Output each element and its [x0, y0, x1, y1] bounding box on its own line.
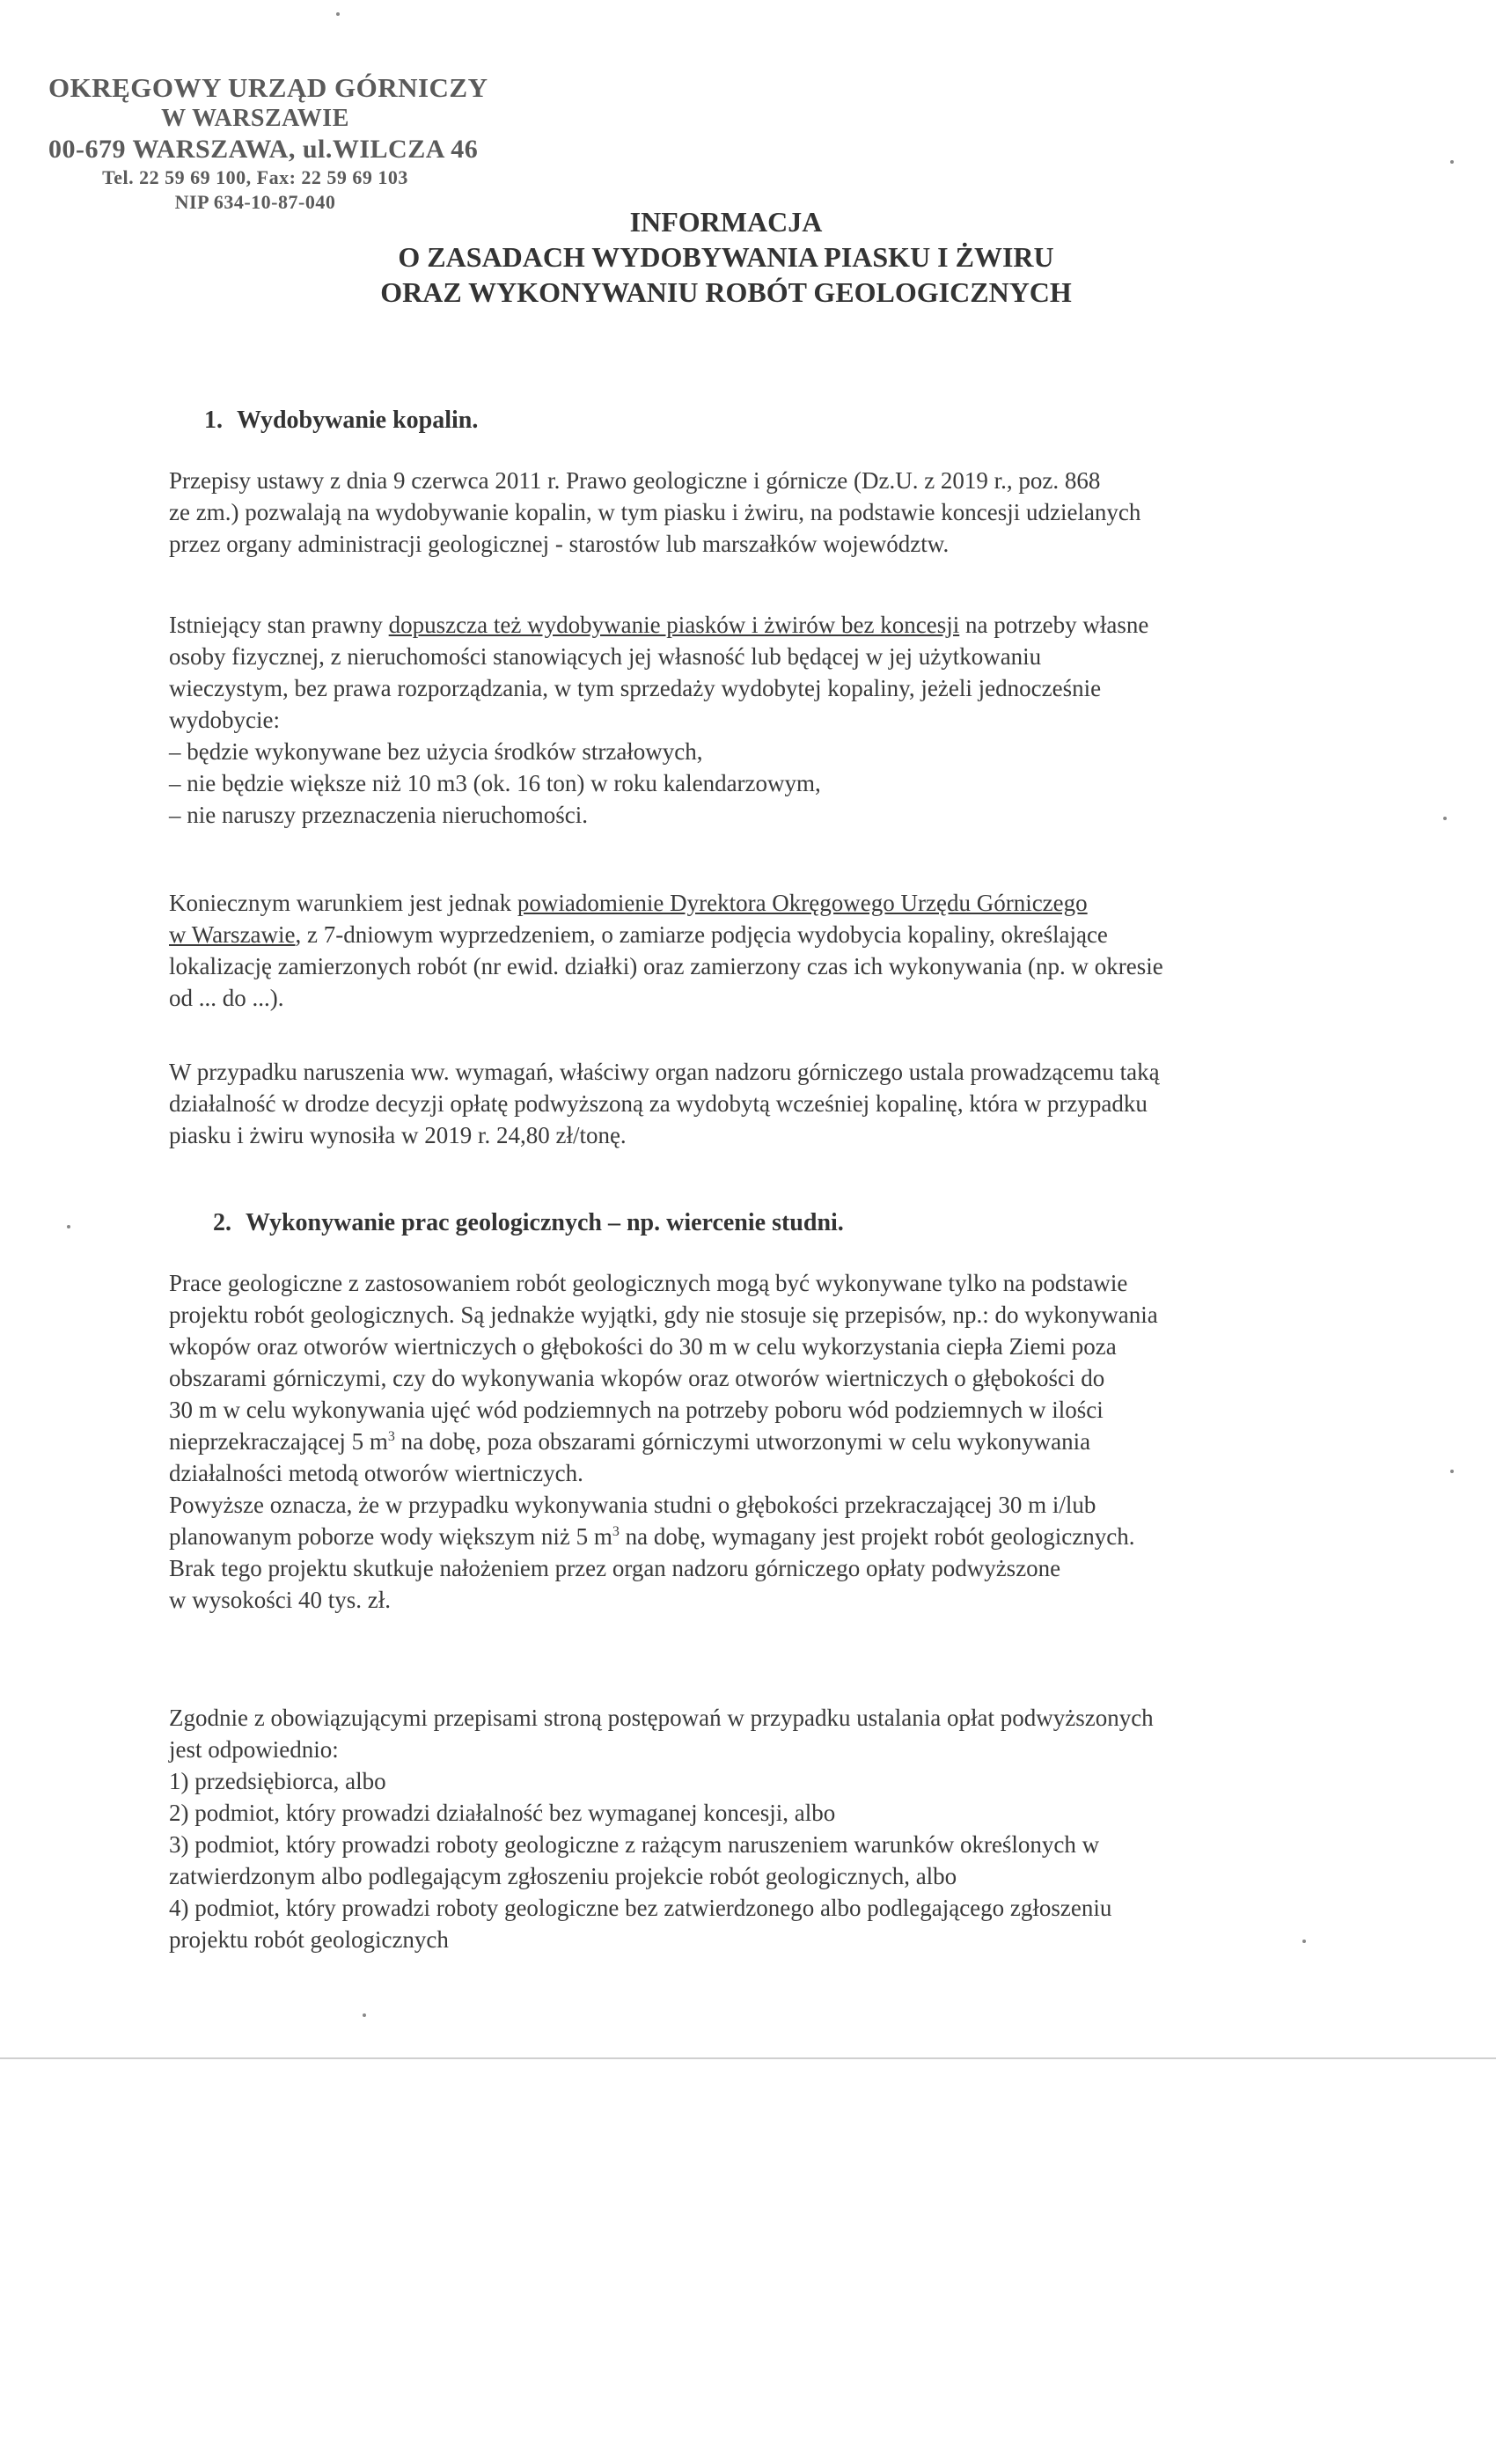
section1-paragraph3 [169, 887, 1287, 1014]
text-line [169, 919, 1287, 950]
text-line: działalności metodą otworów wiertniczych. [169, 1460, 583, 1486]
text-segment: , z 7-dniowym wyprzedzeniem, o zamiarze podjęcia wydobycia kopaliny, określające [295, 921, 1108, 948]
office-name-line2: W WARSZAWIE [161, 105, 349, 132]
text-line: wieczystym, bez prawa rozporządzania, w tym sprzedaży wydobytej kopaliny, jeżeli jednocześnie [169, 675, 1102, 701]
text-line: zatwierdzonym albo podlegającym zgłoszeniu projekcie robót geologicznych, albo [169, 1863, 957, 1889]
list-item: – nie będzie większe niż 10 m3 (ok. 16 ton) w roku kalendarzowym, [169, 770, 821, 796]
office-phone-fax: Tel. 22 59 69 100, Fax: 22 59 69 103 [102, 166, 408, 188]
list-item: – nie naruszy przeznaczenia nieruchomości. [169, 802, 589, 828]
text-line: wkopów oraz otworów wiertniczych o głębokości do 30 m w celu wykorzystania ciepła Ziemi poza [169, 1333, 1117, 1360]
text-line: piasku i żwiru wynosiła w 2019 r. 24,80 zł/tonę. [169, 1122, 627, 1148]
text-line: osoby fizycznej, z nieruchomości stanowiących jej własność lub będącej w jej użytkowaniu [169, 643, 1042, 670]
document-title [264, 204, 1188, 310]
list-item: 2) podmiot, który prowadzi działalność bez wymaganej koncesji, albo [169, 1800, 836, 1826]
text-segment: na dobę, wymagany jest projekt robót geologicznych. [619, 1523, 1135, 1550]
scan-speck [363, 2013, 366, 2017]
section1-heading [204, 407, 478, 435]
list-item: – będzie wykonywane bez użycia środków strzałowych, [169, 738, 703, 765]
office-name-line1: OKRĘGOWY URZĄD GÓRNICZY [48, 72, 488, 103]
text-line: przez organy administracji geologicznej - starostów lub marszałków województw. [169, 531, 950, 557]
text-line: lokalizację zamierzonych robót (nr ewid. działki) oraz zamierzony czas ich wykonywania (np. w okresie [169, 953, 1163, 979]
text-line: Brak tego projektu skutkuje nałożeniem przez organ nadzoru górniczego opłaty podwyższone [169, 1555, 1061, 1581]
section1-paragraph2 [169, 609, 1287, 831]
office-nip: NIP 634-10-87-040 [174, 191, 336, 213]
scan-speck [67, 1225, 70, 1228]
text-line: obszarami górniczymi, czy do wykonywania wkopów oraz otworów wiertniczych o głębokości do [169, 1365, 1105, 1391]
text-segment: Istniejący stan prawny [169, 612, 389, 638]
title-line3: ORAZ WYKONYWANIU ROBÓT GEOLOGICZNYCH [380, 276, 1072, 308]
office-stamp [48, 72, 488, 215]
text-line: Powyższe oznacza, że w przypadku wykonywania studni o głębokości przekraczającej 30 m i/lub [169, 1492, 1096, 1518]
text-line [169, 1426, 1287, 1457]
section2-paragraph3 [169, 1702, 1287, 1953]
text-segment: na potrzeby własne [959, 612, 1149, 638]
text-line [169, 1521, 1287, 1552]
text-line: wydobycie: [169, 707, 280, 733]
text-line: projektu robót geologicznych. Są jednakże wyjątki, gdy nie stosuje się przepisów, np.: do wykonywania [169, 1302, 1158, 1328]
scan-speck [1302, 1940, 1306, 1943]
scan-speck [1443, 817, 1447, 820]
list-item: 1) przedsiębiorca, albo [169, 1768, 386, 1794]
section1-title: Wydobywanie kopalin. [237, 407, 479, 434]
section1-paragraph4 [169, 1056, 1287, 1151]
list-item: 3) podmiot, który prowadzi roboty geologiczne z rażącym naruszeniem warunków określonych w [169, 1831, 1100, 1858]
section1-number: 1. [204, 407, 223, 434]
text-segment: Koniecznym warunkiem jest jednak [169, 890, 517, 916]
section1-paragraph1 [169, 465, 1287, 560]
superscript: 3 [612, 1524, 620, 1539]
text-line: od ... do ...). [169, 985, 284, 1011]
scan-speck [1450, 160, 1454, 164]
text-line: Przepisy ustawy z dnia 9 czerwca 2011 r. Prawo geologiczne i górnicze (Dz.U. z 2019 r., poz. 868 [169, 467, 1101, 494]
list-item: 4) podmiot, który prowadzi roboty geologiczne bez zatwierdzonego albo podlegającego zgłoszeniu [169, 1895, 1112, 1921]
underlined-text: powiadomienie Dyrektora Okręgowego Urzędu Górniczego [517, 890, 1088, 916]
text-line: jest odpowiednio: [169, 1736, 339, 1763]
section2-title: Wykonywanie prac geologicznych – np. wiercenie studni. [246, 1209, 844, 1236]
text-line [169, 609, 1287, 641]
scan-edge-line [0, 2057, 1496, 2059]
text-segment: na dobę, poza obszarami górniczymi utworzonymi w celu wykonywania [394, 1428, 1091, 1455]
text-line: Prace geologiczne z zastosowaniem robót geologicznych mogą być wykonywane tylko na podstawie [169, 1270, 1128, 1296]
section2-paragraph1 [169, 1267, 1287, 1489]
cut-off-line: projektu robót geologicznych [169, 1926, 449, 1953]
text-line: działalność w drodze decyzji opłatę podwyższoną za wydobytą wcześniej kopalinę, która w przypadku [169, 1090, 1148, 1117]
office-address: 00-679 WARSZAWA, ul.WILCZA 46 [48, 135, 479, 164]
superscript: 3 [387, 1429, 395, 1444]
title-line1: INFORMACJA [629, 206, 823, 238]
scan-speck [1450, 1470, 1454, 1473]
section2-paragraph2 [169, 1489, 1287, 1616]
underlined-text: dopuszcza też wydobywanie piasków i żwirów bez koncesji [388, 612, 960, 638]
text-segment: nieprzekraczającej 5 m [169, 1428, 388, 1455]
text-line [169, 887, 1287, 919]
text-line: 30 m w celu wykonywania ujęć wód podziemnych na potrzeby poboru wód podziemnych w ilości [169, 1397, 1104, 1423]
text-line: ze zm.) pozwalają na wydobywanie kopalin, w tym piasku i żwiru, na podstawie koncesji udzielanych [169, 499, 1141, 525]
text-line: W przypadku naruszenia ww. wymagań, właściwy organ nadzoru górniczego ustala prowadzącemu taką [169, 1059, 1160, 1085]
underlined-text: w Warszawie [169, 921, 296, 948]
section2-number: 2. [213, 1209, 231, 1236]
scan-speck [336, 12, 340, 16]
text-segment: planowanym poborze wody większym niż 5 m [169, 1523, 612, 1550]
section2-heading [213, 1209, 844, 1237]
text-line: Zgodnie z obowiązującymi przepisami stroną postępowań w przypadku ustalania opłat podwyższonych [169, 1705, 1154, 1731]
text-line: w wysokości 40 tys. zł. [169, 1587, 391, 1613]
title-line2: O ZASADACH WYDOBYWANIA PIASKU I ŻWIRU [398, 241, 1054, 273]
